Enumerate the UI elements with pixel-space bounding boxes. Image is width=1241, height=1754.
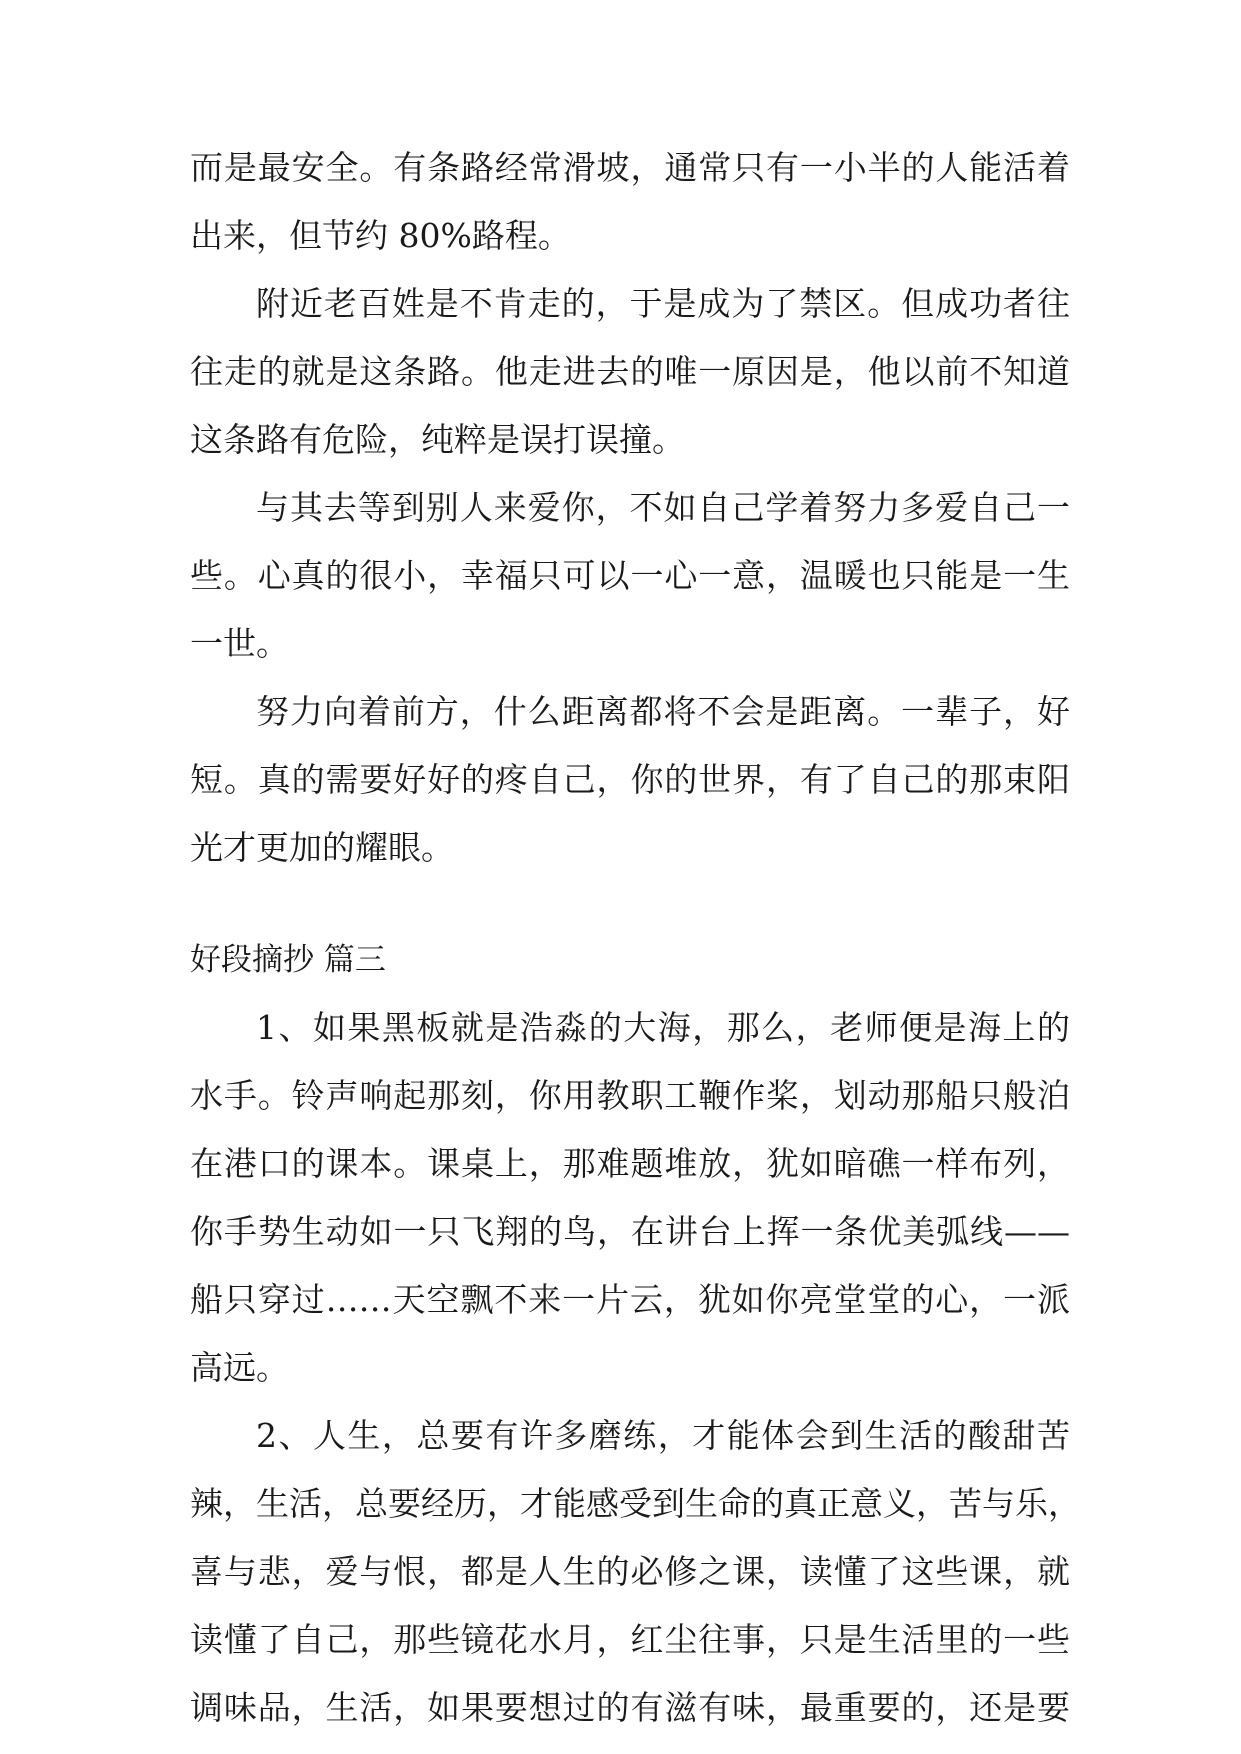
- paragraph-line: 1、如果黑板就是浩淼的大海，那么，老师便是海上的: [256, 1008, 1070, 1047]
- paragraph-line: 短。真的需要好好的疼自己，你的世界，有了自己的那束阳: [190, 760, 1070, 799]
- paragraph-line: 在港口的课本。课桌上，那难题堆放，犹如暗礁一样布列，: [190, 1144, 1070, 1183]
- paragraph-line: 附近老百姓是不肯走的，于是成为了禁区。但成功者往: [256, 284, 1070, 323]
- paragraph-line: 这条路有危险，纯粹是误打误撞。: [190, 420, 685, 459]
- paragraph-line: 而是最安全。有条路经常滑坡，通常只有一小半的人能活着: [190, 148, 1070, 187]
- paragraph-line: 些。心真的很小，幸福只可以一心一意，温暖也只能是一生: [190, 556, 1070, 595]
- paragraph-line: 水手。铃声响起那刻，你用教职工鞭作桨，划动那船只般泊: [190, 1076, 1070, 1115]
- paragraph-line: 与其去等到别人来爱你，不如自己学着努力多爱自己一: [256, 488, 1070, 527]
- paragraph-line: 喜与悲，爱与恨，都是人生的必修之课，读懂了这些课，就: [190, 1552, 1070, 1591]
- section-heading: 好段摘抄 篇三: [190, 942, 386, 978]
- paragraph-line: 调味品，生活，如果要想过的有滋有味，最重要的，还是要: [190, 1688, 1070, 1727]
- paragraph-line: 辣，生活，总要经历，才能感受到生命的真正意义，苦与乐，: [190, 1484, 1081, 1523]
- paragraph-line: 你手势生动如一只飞翔的鸟，在讲台上挥一条优美弧线——: [190, 1212, 1070, 1251]
- paragraph-line: 努力向着前方，什么距离都将不会是距离。一辈子，好: [256, 692, 1070, 731]
- paragraph-line: 高远。: [190, 1348, 289, 1387]
- paragraph-line: 读懂了自己，那些镜花水月，红尘往事，只是生活里的一些: [190, 1620, 1070, 1659]
- paragraph-line: 出来，但节约 80%路程。: [190, 216, 571, 255]
- paragraph-line: 光才更加的耀眼。: [190, 828, 454, 867]
- paragraph-line: 往走的就是这条路。他走进去的唯一原因是，他以前不知道: [190, 352, 1070, 391]
- paragraph-line: 船只穿过……天空飘不来一片云，犹如你亮堂堂的心，一派: [190, 1280, 1070, 1319]
- paragraph-line: 一世。: [190, 624, 289, 663]
- paragraph-line: 2、人生，总要有许多磨练，才能体会到生活的酸甜苦: [256, 1416, 1070, 1455]
